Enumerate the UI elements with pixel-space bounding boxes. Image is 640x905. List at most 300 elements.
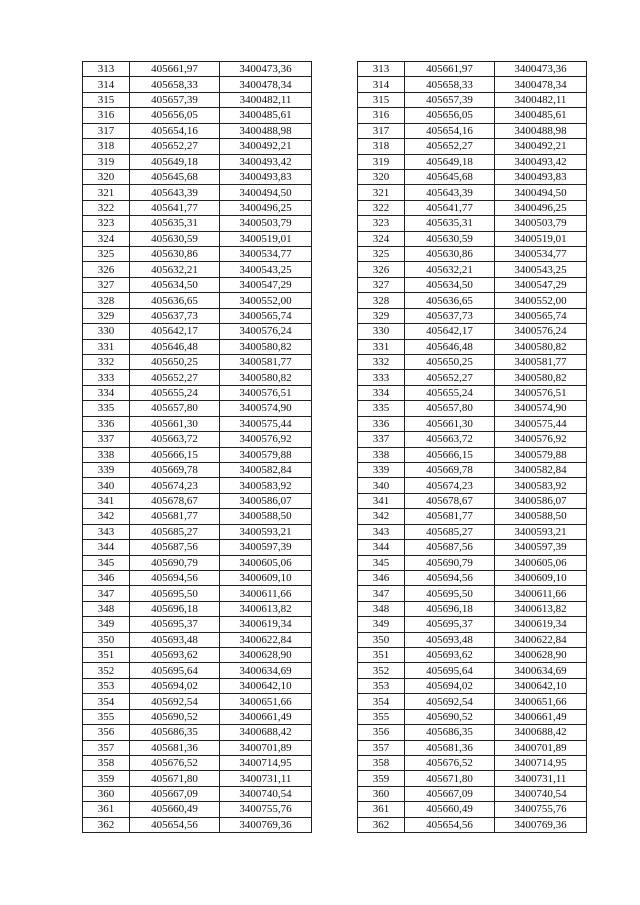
right-y-coordinate-cell: 3400619,34: [495, 617, 587, 632]
right-point-number-cell: 329: [358, 308, 405, 323]
left-point-number-cell: 324: [83, 231, 130, 246]
right-y-coordinate-cell: 3400755,76: [495, 802, 587, 817]
right-y-coordinate-cell: 3400651,66: [495, 694, 587, 709]
column-gap: [312, 617, 358, 632]
right-x-coordinate-cell: 405667,09: [405, 786, 495, 801]
right-point-number-cell: 362: [358, 817, 405, 832]
left-point-number-cell: 341: [83, 493, 130, 508]
right-point-number-cell: 343: [358, 524, 405, 539]
column-gap: [312, 385, 358, 400]
left-point-number-cell: 316: [83, 108, 130, 123]
column-gap: [312, 324, 358, 339]
right-y-coordinate-cell: 3400496,25: [495, 200, 587, 215]
column-gap: [312, 740, 358, 755]
right-y-coordinate-cell: 3400485,61: [495, 108, 587, 123]
right-point-number-cell: 328: [358, 293, 405, 308]
right-y-coordinate-cell: 3400740,54: [495, 786, 587, 801]
left-y-coordinate-cell: 3400576,24: [220, 324, 312, 339]
table-row: [83, 617, 587, 632]
left-point-number-cell: 332: [83, 355, 130, 370]
right-y-coordinate-cell: 3400622,84: [495, 632, 587, 647]
left-x-coordinate-cell: 405681,36: [130, 740, 220, 755]
table-row: [83, 771, 587, 786]
right-point-number-cell: 347: [358, 586, 405, 601]
right-point-number-cell: 341: [358, 493, 405, 508]
left-point-number-cell: 350: [83, 632, 130, 647]
column-gap: [312, 570, 358, 585]
right-y-coordinate-cell: 3400688,42: [495, 725, 587, 740]
column-gap: [312, 154, 358, 169]
table-row: [83, 185, 587, 200]
left-y-coordinate-cell: 3400740,54: [220, 786, 312, 801]
right-point-number-cell: 349: [358, 617, 405, 632]
table-row: [83, 123, 587, 138]
left-y-coordinate-cell: 3400597,39: [220, 540, 312, 555]
left-x-coordinate-cell: 405642,17: [130, 324, 220, 339]
left-y-coordinate-cell: 3400619,34: [220, 617, 312, 632]
left-x-coordinate-cell: 405654,56: [130, 817, 220, 832]
left-y-coordinate-cell: 3400769,36: [220, 817, 312, 832]
table-row: [83, 632, 587, 647]
right-point-number-cell: 315: [358, 92, 405, 107]
right-point-number-cell: 323: [358, 216, 405, 231]
right-y-coordinate-cell: 3400543,25: [495, 262, 587, 277]
left-x-coordinate-cell: 405650,25: [130, 355, 220, 370]
left-point-number-cell: 317: [83, 123, 130, 138]
left-y-coordinate-cell: 3400651,66: [220, 694, 312, 709]
right-x-coordinate-cell: 405676,52: [405, 755, 495, 770]
column-gap: [312, 540, 358, 555]
right-point-number-cell: 330: [358, 324, 405, 339]
right-x-coordinate-cell: 405635,31: [405, 216, 495, 231]
right-x-coordinate-cell: 405660,49: [405, 802, 495, 817]
right-x-coordinate-cell: 405694,02: [405, 678, 495, 693]
right-x-coordinate-cell: 405642,17: [405, 324, 495, 339]
table-row: [83, 139, 587, 154]
left-y-coordinate-cell: 3400576,51: [220, 385, 312, 400]
right-point-number-cell: 317: [358, 123, 405, 138]
left-y-coordinate-cell: 3400582,84: [220, 462, 312, 477]
table-row: [83, 355, 587, 370]
right-x-coordinate-cell: 405654,56: [405, 817, 495, 832]
left-y-coordinate-cell: 3400609,10: [220, 570, 312, 585]
left-point-number-cell: 320: [83, 169, 130, 184]
right-y-coordinate-cell: 3400473,36: [495, 62, 587, 77]
right-point-number-cell: 350: [358, 632, 405, 647]
right-point-number-cell: 338: [358, 447, 405, 462]
column-gap: [312, 478, 358, 493]
left-point-number-cell: 346: [83, 570, 130, 585]
right-point-number-cell: 313: [358, 62, 405, 77]
left-point-number-cell: 338: [83, 447, 130, 462]
left-x-coordinate-cell: 405657,80: [130, 401, 220, 416]
table-row: [83, 262, 587, 277]
right-point-number-cell: 354: [358, 694, 405, 709]
column-gap: [312, 123, 358, 138]
column-gap: [312, 509, 358, 524]
right-y-coordinate-cell: 3400576,51: [495, 385, 587, 400]
left-y-coordinate-cell: 3400642,10: [220, 678, 312, 693]
left-x-coordinate-cell: 405694,02: [130, 678, 220, 693]
right-x-coordinate-cell: 405692,54: [405, 694, 495, 709]
left-point-number-cell: 357: [83, 740, 130, 755]
right-x-coordinate-cell: 405650,25: [405, 355, 495, 370]
right-x-coordinate-cell: 405649,18: [405, 154, 495, 169]
column-gap: [312, 755, 358, 770]
column-gap: [312, 709, 358, 724]
right-y-coordinate-cell: 3400576,92: [495, 432, 587, 447]
left-point-number-cell: 323: [83, 216, 130, 231]
column-gap: [312, 462, 358, 477]
right-y-coordinate-cell: 3400503,79: [495, 216, 587, 231]
right-point-number-cell: 351: [358, 648, 405, 663]
right-y-coordinate-cell: 3400482,11: [495, 92, 587, 107]
column-gap: [312, 601, 358, 616]
right-point-number-cell: 334: [358, 385, 405, 400]
right-x-coordinate-cell: 405652,27: [405, 139, 495, 154]
left-point-number-cell: 322: [83, 200, 130, 215]
left-point-number-cell: 348: [83, 601, 130, 616]
right-x-coordinate-cell: 405643,39: [405, 185, 495, 200]
left-point-number-cell: 342: [83, 509, 130, 524]
left-y-coordinate-cell: 3400492,21: [220, 139, 312, 154]
right-y-coordinate-cell: 3400731,11: [495, 771, 587, 786]
right-point-number-cell: 355: [358, 709, 405, 724]
right-y-coordinate-cell: 3400575,44: [495, 416, 587, 431]
left-x-coordinate-cell: 405655,24: [130, 385, 220, 400]
right-point-number-cell: 333: [358, 370, 405, 385]
column-gap: [312, 678, 358, 693]
column-gap: [312, 725, 358, 740]
left-x-coordinate-cell: 405630,86: [130, 247, 220, 262]
right-point-number-cell: 348: [358, 601, 405, 616]
table-row: [83, 401, 587, 416]
table-row: [83, 802, 587, 817]
right-x-coordinate-cell: 405666,15: [405, 447, 495, 462]
column-gap: [312, 77, 358, 92]
left-y-coordinate-cell: 3400519,01: [220, 231, 312, 246]
right-x-coordinate-cell: 405695,50: [405, 586, 495, 601]
right-point-number-cell: 340: [358, 478, 405, 493]
right-point-number-cell: 352: [358, 663, 405, 678]
right-x-coordinate-cell: 405685,27: [405, 524, 495, 539]
column-gap: [312, 293, 358, 308]
column-gap: [312, 247, 358, 262]
left-point-number-cell: 314: [83, 77, 130, 92]
left-y-coordinate-cell: 3400580,82: [220, 339, 312, 354]
right-y-coordinate-cell: 3400634,69: [495, 663, 587, 678]
right-y-coordinate-cell: 3400492,21: [495, 139, 587, 154]
table-row: [83, 339, 587, 354]
left-x-coordinate-cell: 405690,52: [130, 709, 220, 724]
table-row: [83, 663, 587, 678]
right-x-coordinate-cell: 405694,56: [405, 570, 495, 585]
table-row: [83, 324, 587, 339]
left-x-coordinate-cell: 405686,35: [130, 725, 220, 740]
right-y-coordinate-cell: 3400628,90: [495, 648, 587, 663]
right-point-number-cell: 332: [358, 355, 405, 370]
table-row: [83, 478, 587, 493]
left-x-coordinate-cell: 405674,23: [130, 478, 220, 493]
left-y-coordinate-cell: 3400581,77: [220, 355, 312, 370]
left-y-coordinate-cell: 3400613,82: [220, 601, 312, 616]
right-point-number-cell: 320: [358, 169, 405, 184]
left-point-number-cell: 356: [83, 725, 130, 740]
left-x-coordinate-cell: 405652,27: [130, 370, 220, 385]
left-y-coordinate-cell: 3400586,07: [220, 493, 312, 508]
left-y-coordinate-cell: 3400576,92: [220, 432, 312, 447]
column-gap: [312, 277, 358, 292]
right-y-coordinate-cell: 3400534,77: [495, 247, 587, 262]
table-row: [83, 786, 587, 801]
left-y-coordinate-cell: 3400543,25: [220, 262, 312, 277]
table-row: [83, 385, 587, 400]
left-x-coordinate-cell: 405641,77: [130, 200, 220, 215]
table-row: [83, 293, 587, 308]
column-gap: [312, 817, 358, 832]
table-row: [83, 740, 587, 755]
left-point-number-cell: 352: [83, 663, 130, 678]
right-point-number-cell: 322: [358, 200, 405, 215]
left-point-number-cell: 336: [83, 416, 130, 431]
right-point-number-cell: 318: [358, 139, 405, 154]
right-x-coordinate-cell: 405661,97: [405, 62, 495, 77]
right-y-coordinate-cell: 3400565,74: [495, 308, 587, 323]
column-gap: [312, 231, 358, 246]
left-point-number-cell: 358: [83, 755, 130, 770]
right-point-number-cell: 356: [358, 725, 405, 740]
table-row: [83, 108, 587, 123]
column-gap: [312, 632, 358, 647]
right-y-coordinate-cell: 3400581,77: [495, 355, 587, 370]
table-row: [83, 509, 587, 524]
right-x-coordinate-cell: 405630,59: [405, 231, 495, 246]
left-x-coordinate-cell: 405661,97: [130, 62, 220, 77]
right-point-number-cell: 358: [358, 755, 405, 770]
right-y-coordinate-cell: 3400597,39: [495, 540, 587, 555]
left-y-coordinate-cell: 3400493,42: [220, 154, 312, 169]
column-gap: [312, 447, 358, 462]
right-y-coordinate-cell: 3400580,82: [495, 370, 587, 385]
right-x-coordinate-cell: 405695,64: [405, 663, 495, 678]
column-gap: [312, 139, 358, 154]
right-point-number-cell: 324: [358, 231, 405, 246]
left-x-coordinate-cell: 405661,30: [130, 416, 220, 431]
left-x-coordinate-cell: 405660,49: [130, 802, 220, 817]
right-point-number-cell: 337: [358, 432, 405, 447]
left-y-coordinate-cell: 3400628,90: [220, 648, 312, 663]
right-point-number-cell: 357: [358, 740, 405, 755]
right-x-coordinate-cell: 405681,77: [405, 509, 495, 524]
right-y-coordinate-cell: 3400582,84: [495, 462, 587, 477]
left-point-number-cell: 318: [83, 139, 130, 154]
right-y-coordinate-cell: 3400579,88: [495, 447, 587, 462]
left-x-coordinate-cell: 405676,52: [130, 755, 220, 770]
right-x-coordinate-cell: 405687,56: [405, 540, 495, 555]
left-x-coordinate-cell: 405667,09: [130, 786, 220, 801]
table-row: [83, 462, 587, 477]
left-x-coordinate-cell: 405696,18: [130, 601, 220, 616]
left-point-number-cell: 353: [83, 678, 130, 693]
left-x-coordinate-cell: 405669,78: [130, 462, 220, 477]
table-row: [83, 678, 587, 693]
left-x-coordinate-cell: 405692,54: [130, 694, 220, 709]
table-row: [83, 169, 587, 184]
table-row: [83, 725, 587, 740]
left-y-coordinate-cell: 3400588,50: [220, 509, 312, 524]
right-x-coordinate-cell: 405681,36: [405, 740, 495, 755]
left-x-coordinate-cell: 405654,16: [130, 123, 220, 138]
right-y-coordinate-cell: 3400642,10: [495, 678, 587, 693]
left-x-coordinate-cell: 405693,48: [130, 632, 220, 647]
left-y-coordinate-cell: 3400482,11: [220, 92, 312, 107]
left-x-coordinate-cell: 405695,64: [130, 663, 220, 678]
left-x-coordinate-cell: 405678,67: [130, 493, 220, 508]
right-point-number-cell: 321: [358, 185, 405, 200]
table-row: [83, 694, 587, 709]
left-x-coordinate-cell: 405646,48: [130, 339, 220, 354]
left-x-coordinate-cell: 405656,05: [130, 108, 220, 123]
left-y-coordinate-cell: 3400478,34: [220, 77, 312, 92]
column-gap: [312, 432, 358, 447]
table-row: [83, 524, 587, 539]
right-x-coordinate-cell: 405657,80: [405, 401, 495, 416]
right-x-coordinate-cell: 405661,30: [405, 416, 495, 431]
left-point-number-cell: 313: [83, 62, 130, 77]
right-x-coordinate-cell: 405674,23: [405, 478, 495, 493]
left-y-coordinate-cell: 3400494,50: [220, 185, 312, 200]
column-gap: [312, 771, 358, 786]
right-y-coordinate-cell: 3400613,82: [495, 601, 587, 616]
left-x-coordinate-cell: 405690,79: [130, 555, 220, 570]
table-row: [83, 817, 587, 832]
left-y-coordinate-cell: 3400473,36: [220, 62, 312, 77]
right-x-coordinate-cell: 405678,67: [405, 493, 495, 508]
left-point-number-cell: 362: [83, 817, 130, 832]
left-y-coordinate-cell: 3400485,61: [220, 108, 312, 123]
right-x-coordinate-cell: 405652,27: [405, 370, 495, 385]
table-row: [83, 648, 587, 663]
right-point-number-cell: 345: [358, 555, 405, 570]
right-x-coordinate-cell: 405693,62: [405, 648, 495, 663]
right-x-coordinate-cell: 405656,05: [405, 108, 495, 123]
right-x-coordinate-cell: 405671,80: [405, 771, 495, 786]
right-point-number-cell: 331: [358, 339, 405, 354]
right-x-coordinate-cell: 405696,18: [405, 601, 495, 616]
right-x-coordinate-cell: 405695,37: [405, 617, 495, 632]
left-x-coordinate-cell: 405649,18: [130, 154, 220, 169]
right-x-coordinate-cell: 405636,65: [405, 293, 495, 308]
table-row: [83, 216, 587, 231]
column-gap: [312, 493, 358, 508]
right-y-coordinate-cell: 3400494,50: [495, 185, 587, 200]
column-gap: [312, 401, 358, 416]
right-point-number-cell: 327: [358, 277, 405, 292]
left-y-coordinate-cell: 3400547,29: [220, 277, 312, 292]
table-row: [83, 416, 587, 431]
column-gap: [312, 262, 358, 277]
left-point-number-cell: 337: [83, 432, 130, 447]
right-point-number-cell: 336: [358, 416, 405, 431]
table-row: [83, 755, 587, 770]
left-point-number-cell: 331: [83, 339, 130, 354]
right-x-coordinate-cell: 405632,21: [405, 262, 495, 277]
right-x-coordinate-cell: 405690,79: [405, 555, 495, 570]
left-x-coordinate-cell: 405652,27: [130, 139, 220, 154]
left-point-number-cell: 344: [83, 540, 130, 555]
right-y-coordinate-cell: 3400593,21: [495, 524, 587, 539]
right-y-coordinate-cell: 3400588,50: [495, 509, 587, 524]
left-y-coordinate-cell: 3400496,25: [220, 200, 312, 215]
right-y-coordinate-cell: 3400547,29: [495, 277, 587, 292]
table-row: [83, 247, 587, 262]
right-point-number-cell: 339: [358, 462, 405, 477]
right-x-coordinate-cell: 405655,24: [405, 385, 495, 400]
column-gap: [312, 586, 358, 601]
table-row: [83, 277, 587, 292]
left-y-coordinate-cell: 3400593,21: [220, 524, 312, 539]
right-point-number-cell: 316: [358, 108, 405, 123]
left-x-coordinate-cell: 405663,72: [130, 432, 220, 447]
table-row: [83, 62, 587, 77]
right-y-coordinate-cell: 3400769,36: [495, 817, 587, 832]
right-y-coordinate-cell: 3400488,98: [495, 123, 587, 138]
column-gap: [312, 308, 358, 323]
column-gap: [312, 108, 358, 123]
table-row: [83, 555, 587, 570]
left-y-coordinate-cell: 3400755,76: [220, 802, 312, 817]
left-y-coordinate-cell: 3400731,11: [220, 771, 312, 786]
left-y-coordinate-cell: 3400634,69: [220, 663, 312, 678]
right-x-coordinate-cell: 405634,50: [405, 277, 495, 292]
left-x-coordinate-cell: 405671,80: [130, 771, 220, 786]
left-x-coordinate-cell: 405687,56: [130, 540, 220, 555]
left-x-coordinate-cell: 405658,33: [130, 77, 220, 92]
coordinate-table-body: [83, 62, 587, 833]
right-point-number-cell: 335: [358, 401, 405, 416]
table-row: [83, 447, 587, 462]
column-gap: [312, 786, 358, 801]
column-gap: [312, 416, 358, 431]
table-row: [83, 586, 587, 601]
left-x-coordinate-cell: 405695,50: [130, 586, 220, 601]
column-gap: [312, 355, 358, 370]
left-point-number-cell: 328: [83, 293, 130, 308]
left-y-coordinate-cell: 3400583,92: [220, 478, 312, 493]
left-point-number-cell: 345: [83, 555, 130, 570]
right-y-coordinate-cell: 3400580,82: [495, 339, 587, 354]
left-point-number-cell: 334: [83, 385, 130, 400]
left-x-coordinate-cell: 405636,65: [130, 293, 220, 308]
left-point-number-cell: 329: [83, 308, 130, 323]
column-gap: [312, 694, 358, 709]
right-point-number-cell: 314: [358, 77, 405, 92]
left-point-number-cell: 361: [83, 802, 130, 817]
left-point-number-cell: 349: [83, 617, 130, 632]
right-y-coordinate-cell: 3400661,49: [495, 709, 587, 724]
right-point-number-cell: 344: [358, 540, 405, 555]
right-y-coordinate-cell: 3400605,06: [495, 555, 587, 570]
left-x-coordinate-cell: 405666,15: [130, 447, 220, 462]
table-row: [83, 92, 587, 107]
column-gap: [312, 200, 358, 215]
column-gap: [312, 185, 358, 200]
right-x-coordinate-cell: 405669,78: [405, 462, 495, 477]
column-gap: [312, 370, 358, 385]
left-x-coordinate-cell: 405643,39: [130, 185, 220, 200]
right-point-number-cell: 346: [358, 570, 405, 585]
column-gap: [312, 555, 358, 570]
